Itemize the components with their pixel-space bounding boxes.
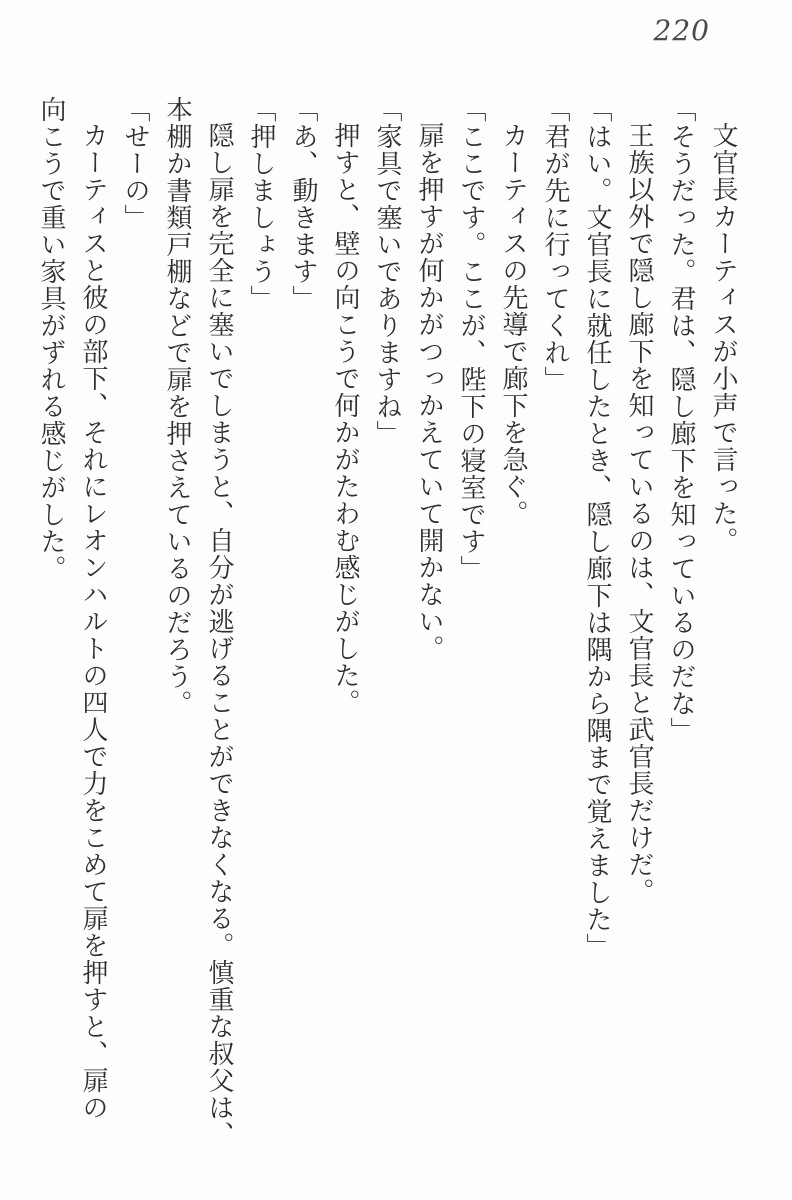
text-line: 向こうで重い家具がずれる感じがした。 [36, 96, 66, 582]
text-line: カーティスと彼の部下、それにレオンハルトの四人で力をこめて扉を押すと、扉の [78, 122, 108, 1121]
text-block [30, 96, 744, 1168]
text-line: 「はい。文官長に就任したとき、隠し廊下は隅から隅まで覚えました」 [582, 96, 612, 960]
text-line: 「そうだった。君は、隠し廊下を知っているのだな」 [666, 96, 696, 744]
text-line: 「君が先に行ってくれ」 [540, 96, 570, 393]
text-line: 隠し扉を完全に塞いでしまうと、自分が逃げることができなくなる。慎重な叔父は、 [204, 122, 234, 1148]
text-line: 扉を押すが何かがつっかえていて開かない。 [414, 122, 444, 662]
text-line: 本棚か書類戸棚などで扉を押さえているのだろう。 [162, 96, 192, 717]
text-line: 王族以外で隠し廊下を知っているのは、文官長と武官長だけだ。 [624, 122, 654, 905]
text-line: 文官長カーティスが小声で言った。 [708, 122, 738, 554]
text-line: 「押しましょう」 [246, 96, 276, 312]
text-line: 「ここです。ここが、陛下の寝室です」 [456, 96, 486, 582]
text-line: 「せーの」 [120, 96, 150, 231]
text-line: 「あ、動きます」 [288, 96, 318, 312]
text-line: 「家具で塞いでありますね」 [372, 96, 402, 447]
page-number: 220 [653, 14, 710, 47]
text-line: 押すと、壁の向こうで何かがたわむ感じがした。 [330, 122, 360, 716]
text-line: カーティスの先導で廊下を急ぐ。 [498, 122, 528, 527]
